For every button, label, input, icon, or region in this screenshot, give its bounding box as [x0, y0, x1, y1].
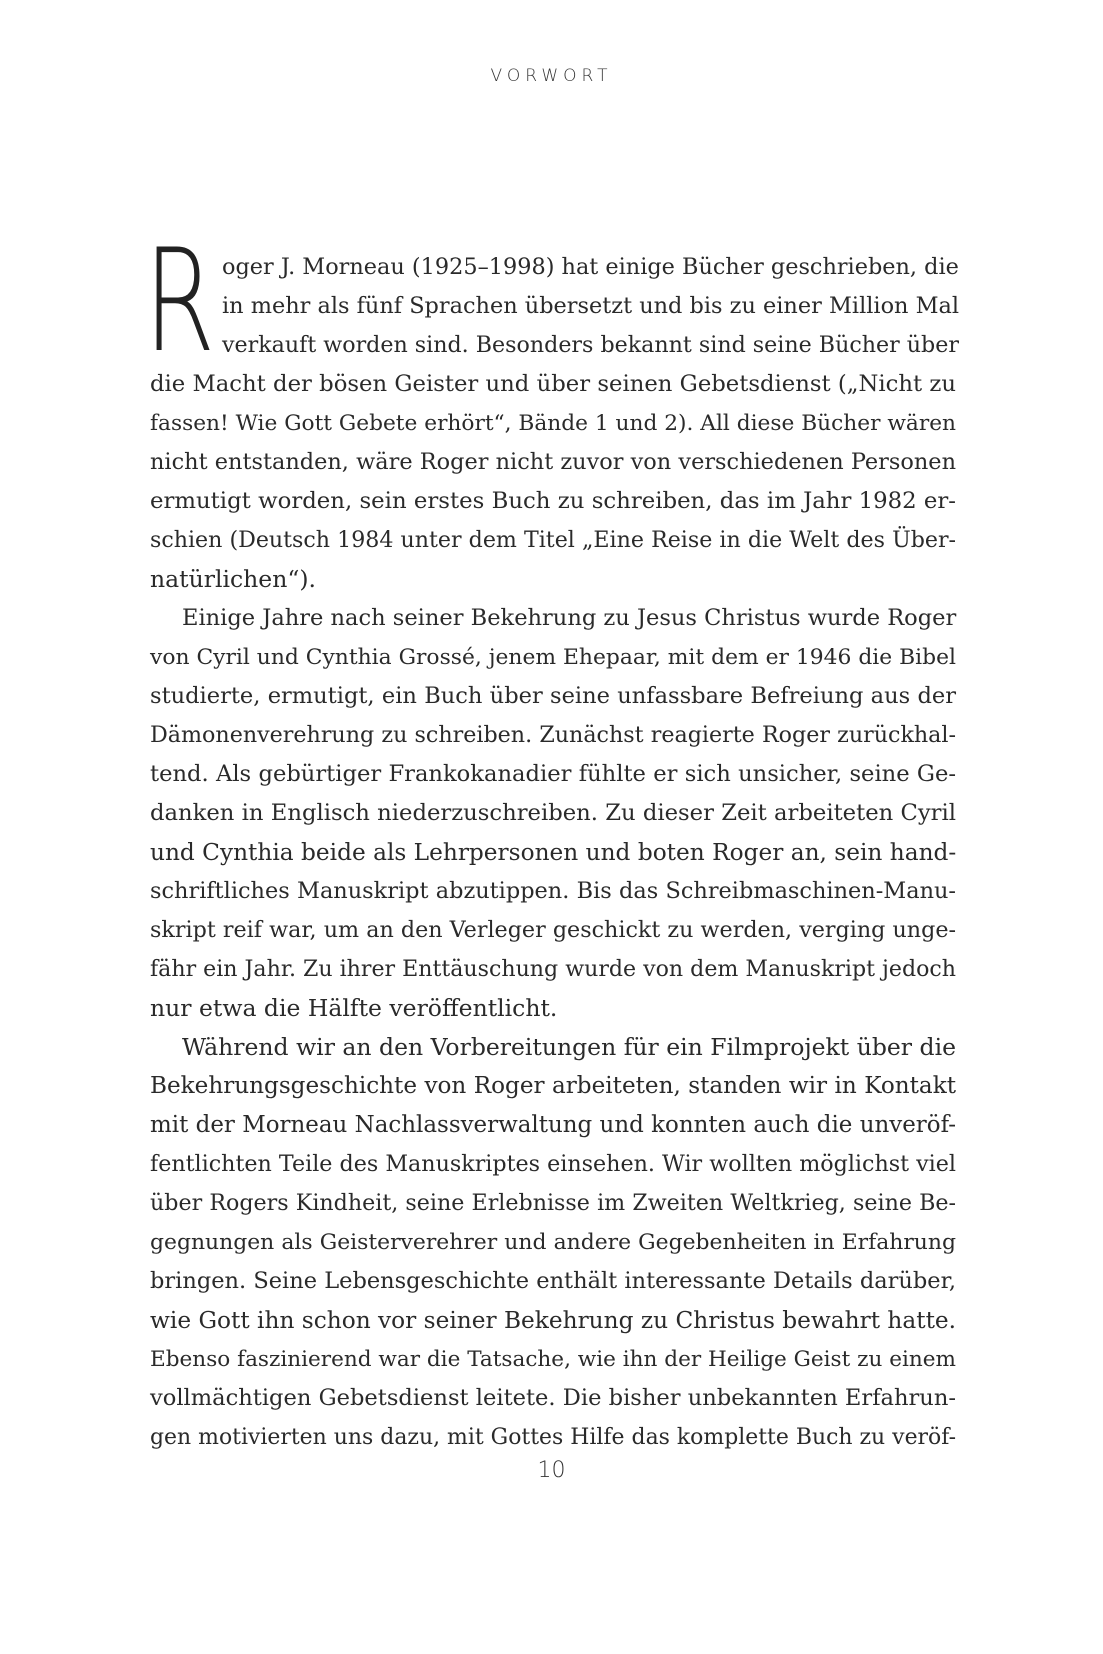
text-line: Bekehrungsgeschichte von Roger arbeiteten, standen wir in Kontakt: [150, 1073, 956, 1099]
text-line: die Macht der bösen Geister und über seinen Gebetsdienst („Nicht zu: [150, 371, 956, 397]
text-line: vollmächtigen Gebetsdienst leitete. Die bisher unbekannten Erfahrun-: [150, 1385, 956, 1411]
text-line: Ebenso faszinierend war die Tatsache, wie ihn der Heilige Geist zu einem: [150, 1347, 956, 1372]
text-line: mit der Morneau Nachlassverwaltung und konnten auch die unveröf-: [150, 1112, 956, 1138]
text-line: natürlichen“).: [150, 565, 316, 593]
text-line: skript reif war, um an den Verleger geschickt zu werden, verging unge-: [150, 917, 956, 943]
paragraph-2: [150, 599, 956, 1028]
text-line: über Rogers Kindheit, seine Erlebnisse im Zweiten Weltkrieg, seine Be-: [150, 1190, 956, 1216]
paragraph-1: [144, 219, 960, 599]
page-number: 10: [537, 1458, 566, 1483]
text-line: in mehr als fünf Sprachen übersetzt und bis zu einer Million Mal: [222, 293, 960, 319]
text-line: nur etwa die Hälfte veröffentlicht.: [150, 994, 558, 1022]
text-line: danken in Englisch niederzuschreiben. Zu dieser Zeit arbeiteten Cyril: [150, 800, 956, 826]
text-line: studierte, ermutigt, ein Buch über seine unfassbare Befreiung aus der: [150, 683, 956, 709]
text-line: Während wir an den Vorbereitungen für ein Filmprojekt über die: [182, 1033, 956, 1061]
text-line: gegnungen als Geisterverehrer und andere Gegebenheiten in Erfahrung: [150, 1230, 956, 1255]
text-line: schien (Deutsch 1984 unter dem Titel „Eine Reise in die Welt des Über-: [150, 527, 956, 553]
text-line: ermutigt worden, sein erstes Buch zu schreiben, das im Jahr 1982 er-: [150, 488, 956, 514]
drop-cap: R: [144, 219, 216, 384]
paragraph-3: [150, 1028, 956, 1457]
text-line: nicht entstanden, wäre Roger nicht zuvor von verschiedenen Personen: [150, 449, 956, 475]
text-line: und Cynthia beide als Lehrpersonen und boten Roger an, sein hand-: [150, 839, 957, 866]
text-line: von Cyril und Cynthia Grossé, jenem Ehepaar, mit dem er 1946 die Bibel: [150, 645, 956, 670]
text-line: gen motivierten uns dazu, mit Gottes Hilfe das komplette Buch zu veröf-: [150, 1425, 956, 1450]
text-line: verkauft worden sind. Besonders bekannt sind seine Bücher über: [222, 332, 959, 358]
text-line: fassen! Wie Gott Gebete erhört“, Bände 1 und 2). All diese Bücher wären: [150, 411, 957, 436]
text-line: tend. Als gebürtiger Frankokanadier fühlte er sich unsicher, seine Ge-: [150, 761, 956, 787]
running-head: VORWORT: [490, 66, 613, 86]
text-line: Dämonenverehrung zu schreiben. Zunächst reagierte Roger zurückhal-: [150, 722, 956, 748]
body-text: [144, 219, 960, 1457]
text-line: schriftliches Manuskript abzutippen. Bis das Schreibmaschinen-Manu-: [150, 878, 956, 904]
text-line: oger J. Morneau (1925–1998) hat einige Bücher geschrieben, die: [222, 254, 959, 280]
text-line: bringen. Seine Lebensgeschichte enthält interessante Details darüber,: [150, 1268, 956, 1294]
text-line: wie Gott ihn schon vor seiner Bekehrung zu Christus bewahrt hatte.: [150, 1307, 957, 1334]
text-line: fentlichten Teile des Manuskriptes einsehen. Wir wollten möglichst viel: [150, 1151, 956, 1177]
text-line: Einige Jahre nach seiner Bekehrung zu Jesus Christus wurde Roger: [182, 605, 957, 631]
text-line: fähr ein Jahr. Zu ihrer Enttäuschung wurde von dem Manuskript jedoch: [150, 956, 956, 982]
